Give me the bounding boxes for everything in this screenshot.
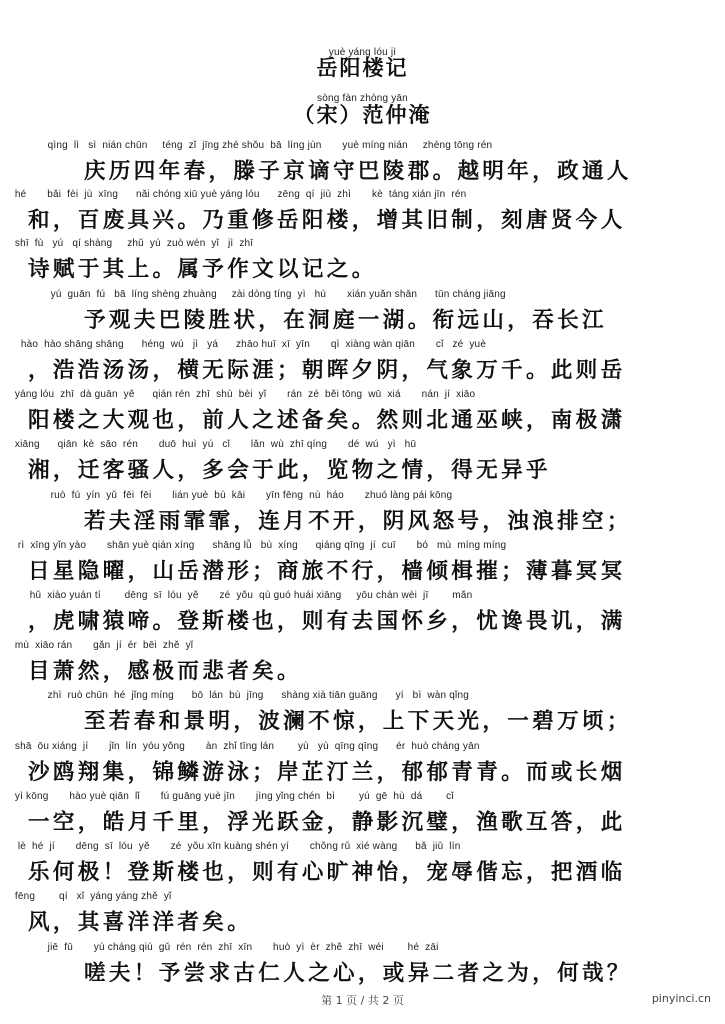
site-watermark: pinyinci.cn <box>651 992 711 1005</box>
title-pinyin: yuè yáng lóu jì <box>328 47 397 58</box>
page-number: 第 1 页 / 共 2 页 <box>321 994 404 1007</box>
author: （宋）范仲淹 <box>293 103 432 127</box>
author-pinyin: sòng fàn zhòng yān <box>317 93 408 104</box>
page-title: 岳阳楼记 <box>316 56 409 80</box>
document-page: yuè yáng lóu jì 岳阳楼记 sòng fàn zhòng yān （宋）范仲淹 qìng lì sì nián chūn téng zǐ jīng zhé shǒu bā líng jùn yuè míng nián zhèng tōng rén 庆历四年春，滕子京谪守巴陵郡。越明年，政通人 hé bǎi fèi jù xīng nǎi chóng xiū yuè yáng lóu zēng qí jiù zhì kè táng xián jīn rén 和，百废具兴。乃重修岳阳楼，增其旧制，刻唐贤今人 shī fù yú qí shàng zhǔ yú zuò wén yǐ jì zhī 诗赋于其上。属予作文以记之。 yú guān fú bā líng shèng zhuàng zài dòng tíng yì hú xián yuǎn shān tūn cháng jiāng 予观夫巴陵胜状，在洞庭一湖。衔远山，吞长江 hào hào shāng shāng héng wú jì yá zhāo huī xī yīn qì xiàng wàn qiān cǐ zé yuè ，浩浩汤汤，横无际涯；朝晖夕阴，气象万千。此则岳 yáng lóu zhī dà guān yě qián rén zhī shù bèi yǐ rán zé běi tōng wū xiá nán jí xiāo 阳楼之大观也，前人之述备矣。然则北通巫峡，南极潇 xiāng qiān kè sāo rén duō huì yú cǐ lǎn wù zhī qíng dé wú yì hū 湘，迁客骚人，多会于此，览物之情，得无异乎 ruò fú yín yǔ fēi fēi lián yuè bù kāi yīn fēng nù háo zhuó làng pái kōng 若夫淫雨霏霏，连月不开，阴风怒号，浊浪排空； rì xīng yǐn yào shān yuè qián xíng shāng lǚ bù xíng qiáng qīng jí cuī bó mù míng míng 日星隐曜，山岳潜形；商旅不行，樯倾楫摧；薄暮冥冥 hǔ xiào yuán tí dēng sī lóu yě zé yǒu qù guó huái xiāng yōu chán wèi jī mǎn ，虎啸猿啼。登斯楼也，则有去国怀乡，忧谗畏讥，满 mù xiāo rán gǎn jí ér bēi zhě yǐ 目萧然，感极而悲者矣。 zhì ruò chūn hé jǐng míng bō lán bù jīng shàng xià tiān guāng yí bì wàn qǐng 至若春和景明，波澜不惊，上下天光，一碧万顷； shā ōu xiáng jí jǐn lín yóu yǒng àn zhǐ tīng lán yù yù qīng qīng ér huò cháng yān 沙鸥翔集，锦鳞游泳；岸芷汀兰，郁郁青青。而或长烟 yì kōng hào yuè qiān lǐ fú guāng yuè jīn jìng yǐng chén bì yú gē hù dá cǐ 一空，皓月千里，浮光跃金，静影沉璧，渔歌互答，此 lè hé jí dēng sī lóu yě zé yǒu xīn kuàng shén yí chǒng rǔ xié wàng bǎ jiǔ lín 乐何极！登斯楼也，则有心旷神怡，宠辱偕忘，把酒临 fēng qí xǐ yáng yáng zhě yǐ 风，其喜洋洋者矣。 jiē fū yú cháng qiú gǔ rén rén zhī xīn huò yì èr zhě zhī wéi hé zāi 嗟夫！予尝求古仁人之心，或异二者之为，何哉？ 第 1 页 / 共 2 页 pinyinci.cn <box>0 0 725 1024</box>
